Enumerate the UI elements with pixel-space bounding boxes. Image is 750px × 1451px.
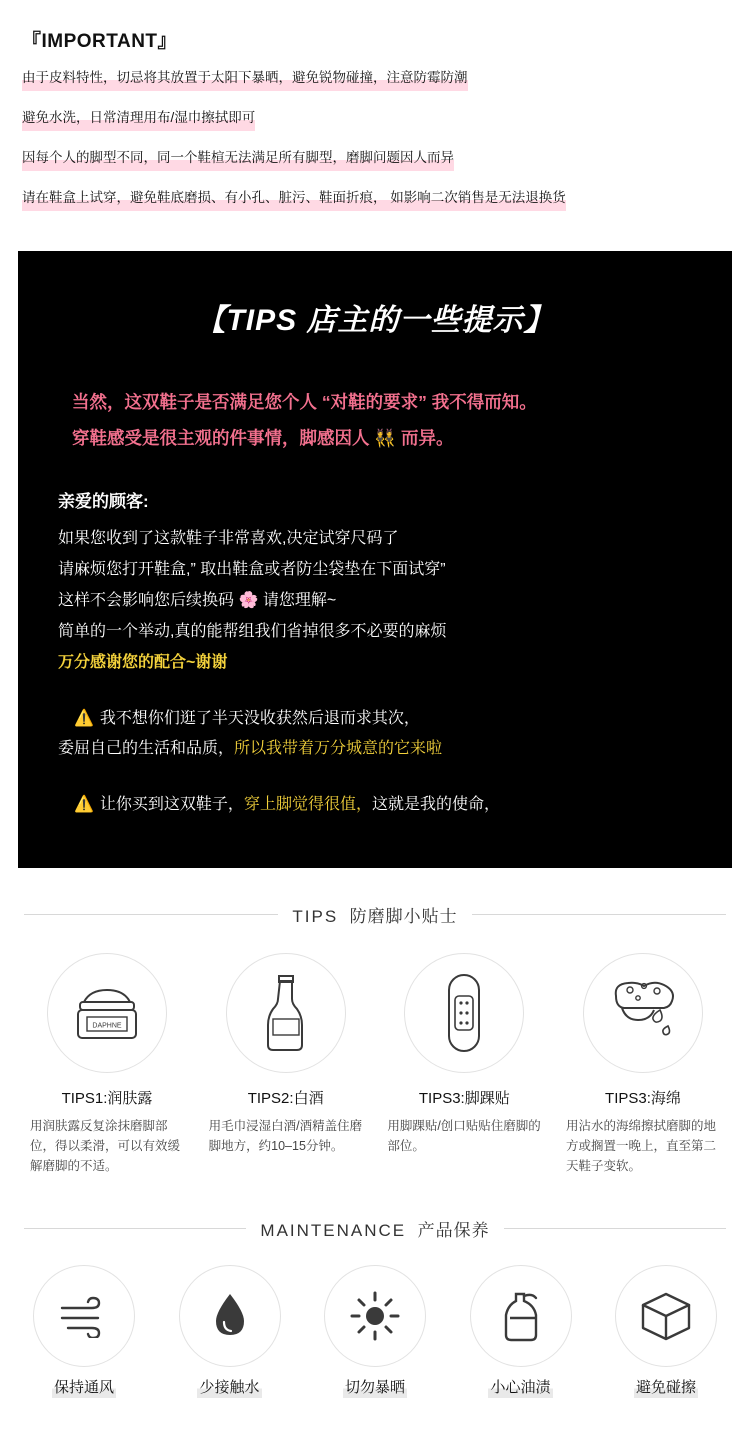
important-title: 『IMPORTANT』	[22, 31, 178, 52]
tips-body-line: 请麻烦您打开鞋盒,” 取出鞋盒或者防尘袋垫在下面试穿”	[58, 561, 446, 578]
tip-item	[201, 953, 371, 1176]
maintenance-label: 少接触水	[197, 1375, 261, 1398]
tip-desc: 用毛巾浸湿白酒/酒精盖住磨脚地方，约10–15分钟。	[208, 1119, 363, 1153]
tips-pink-line-2: 穿鞋感受是很主观的件事情，脚感因人 👯 而异。	[72, 428, 454, 448]
tips-items-row	[0, 933, 750, 1182]
cream-jar-icon	[47, 953, 167, 1073]
important-line: 请在鞋盒上试穿，避免鞋底磨损、有小孔、脏污、鞋面折痕， 如影响二次销售是无法退换货	[22, 187, 566, 211]
divider-left	[24, 914, 278, 915]
wind-icon	[33, 1265, 135, 1367]
liquor-bottle-icon	[226, 953, 346, 1073]
tip-title: TIPS1:润肤露	[61, 1090, 153, 1107]
tips-warning-text-1: 我不想你们逛了半天没收获然后退而求其次，	[99, 710, 420, 727]
divider-left	[24, 1228, 246, 1229]
maintenance-items-row	[0, 1247, 750, 1438]
tip-item	[558, 953, 728, 1176]
tips-section-header-text	[292, 902, 457, 927]
important-line-row	[22, 187, 728, 227]
maintenance-item	[598, 1265, 734, 1398]
tips-warning-text-2a: 让你买到这双鞋子，	[99, 796, 244, 813]
spacer	[52, 678, 698, 704]
tip-title: TIPS2:白酒	[247, 1090, 324, 1107]
maintenance-item	[307, 1265, 443, 1398]
warning-icon: ⚠️	[74, 796, 94, 813]
important-line-row	[22, 107, 728, 147]
tips-body-line: 这样不会影响您后续换码 🌸 请您理解~	[58, 592, 337, 609]
tips-pink-line-1: 当然，这双鞋子是否满足您个人 “对鞋的要求” 我不得而知。	[72, 392, 537, 412]
important-section	[0, 0, 750, 235]
tip-item	[22, 953, 192, 1176]
important-line: 避免水洗，日常清理用布/湿巾擦拭即可	[22, 107, 255, 131]
spacer	[52, 764, 698, 790]
important-line: 因每个人的脚型不同，同一个鞋楦无法满足所有脚型，磨脚问题因人而异	[22, 147, 454, 171]
tips-header-en: TIPS	[292, 907, 339, 926]
tips-warning-row-1b	[52, 734, 698, 764]
divider-right	[504, 1228, 726, 1229]
maintenance-header-en: MAINTENANCE	[260, 1221, 407, 1240]
maintenance-label: 切勿暴晒	[343, 1375, 407, 1398]
bandage-icon	[404, 953, 524, 1073]
maintenance-section-header-text	[260, 1216, 489, 1241]
tips-section-header	[24, 902, 726, 927]
maintenance-item	[453, 1265, 589, 1398]
box-icon	[615, 1265, 717, 1367]
svg-text:DAPHNE: DAPHNE	[92, 1022, 122, 1030]
tips-panel-title: 【TIPS 店主的一些提示】	[195, 304, 555, 337]
tips-warning-text-1b-yellow: 所以我带着万分城意的它来啦	[234, 740, 443, 757]
maintenance-section-header	[24, 1216, 726, 1241]
important-line-row	[22, 67, 728, 107]
important-line-row	[22, 147, 728, 187]
maintenance-label: 避免碰擦	[634, 1375, 698, 1398]
tips-thanks-line: 万分感谢您的配合~谢谢	[58, 654, 228, 671]
maintenance-item	[16, 1265, 152, 1398]
tips-warning-text-2-yellow: 穿上脚觉得很值，	[243, 796, 372, 813]
maintenance-label: 保持通风	[52, 1375, 116, 1398]
tip-item	[379, 953, 549, 1176]
tips-body-line: 简单的一个举动,真的能帮组我们省掉很多不必要的麻烦	[58, 623, 447, 640]
sponge-icon	[583, 953, 703, 1073]
tips-warning-row-1	[52, 704, 698, 734]
water-drop-icon	[179, 1265, 281, 1367]
tips-warning-row-2	[52, 790, 698, 820]
tip-desc: 用沾水的海绵擦拭磨脚的地方或搁置一晚上，直至第二天鞋子变软。	[565, 1119, 716, 1173]
maintenance-header-cn: 产品保养	[417, 1221, 490, 1240]
tips-body-line: 如果您收到了这款鞋子非常喜欢,决定试穿尺码了	[58, 530, 399, 547]
maintenance-item	[162, 1265, 298, 1398]
tip-desc: 用润肤露反复涂抹磨脚部位，得以柔滑，可以有效缓解磨脚的不适。	[30, 1119, 181, 1173]
tips-black-panel	[18, 251, 732, 868]
tip-desc: 用脚踝贴/创口贴贴住磨脚的部位。	[387, 1119, 541, 1153]
tips-header-cn: 防磨脚小贴士	[349, 907, 458, 926]
tips-warning-text-2b: 这就是我的使命，	[371, 796, 500, 813]
maintenance-label: 小心油渍	[488, 1375, 552, 1398]
oil-bottle-icon	[470, 1265, 572, 1367]
important-line: 由于皮料特性，切忌将其放置于太阳下暴晒，避免锐物碰撞，注意防霉防潮	[22, 67, 468, 91]
tip-title: TIPS3:脚踝贴	[418, 1090, 510, 1107]
divider-right	[472, 914, 726, 915]
tip-title: TIPS3:海绵	[605, 1090, 681, 1107]
sun-icon	[324, 1265, 426, 1367]
tips-warning-text-1b-white: 委屈自己的生活和品质，	[58, 740, 235, 757]
warning-icon: ⚠️	[74, 710, 94, 727]
tips-dear-customer: 亲爱的顾客:	[58, 492, 149, 511]
